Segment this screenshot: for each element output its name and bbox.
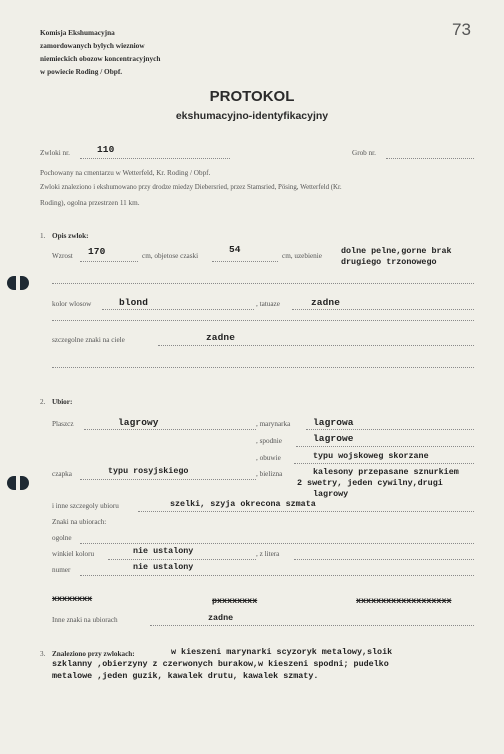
czaska-value: 54: [229, 244, 241, 255]
inne-znaki-value: zadne: [208, 613, 234, 623]
found-items-line-1: w kieszeni marynarki scyzoryk metalowy,sloik: [171, 647, 393, 657]
inne-znaki-label: Inne znaki na ubiorach: [52, 616, 118, 624]
plaszcz-label: Plaszcz: [52, 420, 74, 428]
document-title: PROTOKOL: [209, 88, 295, 105]
uzebienie-label: cm, uzebienie: [282, 252, 322, 260]
struck-text-2: pxxxxxxxx: [212, 596, 258, 606]
tatuaze-line: [292, 309, 474, 310]
inne-line: [138, 511, 474, 512]
obuwie-line: [294, 463, 474, 464]
opis-blank-line-3: [52, 367, 474, 368]
czaska-line: [212, 261, 278, 262]
zwloki-line: [80, 158, 230, 159]
page-number: 73: [452, 20, 471, 39]
znaki-label: szczegolne znaki na ciele: [52, 336, 125, 344]
znaki-ubiorach-label: Znaki na ubiorach:: [52, 518, 107, 526]
section2-number: 2.: [40, 398, 46, 406]
bielizna-value-1: kalesony przepasane sznurkiem: [313, 467, 459, 477]
bielizna-value-2: 2 swetry, jeden cywilny,drugi: [297, 478, 443, 488]
spodnie-value: lagrowe: [313, 433, 354, 444]
litera-line: [294, 559, 474, 560]
wzrost-label: Wzrost: [52, 252, 73, 260]
marynarka-label: , marynarka: [256, 420, 291, 428]
kolor-label: kolor wlosow: [52, 300, 92, 308]
header-line-3: niemieckich obozow koncentracyjnych: [40, 54, 161, 63]
struck-text-3: xxxxxxxxxxxxxxxxxxx: [356, 596, 452, 606]
struck-text-1: xxxxxxxx: [52, 594, 93, 604]
czapka-value: typu rosyjskiego: [108, 466, 189, 476]
numer-value: nie ustalony: [133, 562, 194, 572]
ogolne-line: [80, 543, 474, 544]
znaki-value: zadne: [206, 332, 236, 343]
binder-hole-top: [7, 276, 29, 290]
znaleziono-text-1: Zwloki znaleziono i ekshumowano przy drodze miedzy Diebersried, przez Stamsried, Pösing, Wetterfeld (Kr.: [40, 184, 342, 191]
pochowany-text: Pochowany na cmentarzu w Wetterfeld, Kr. Roding / Obpf.: [40, 169, 211, 177]
opis-blank-line-2: [52, 320, 474, 321]
winkiel-label: winkiel koloru: [52, 550, 95, 558]
plaszcz-value: lagrowy: [118, 417, 159, 428]
section1-heading: Opis zwlok:: [52, 232, 89, 240]
czaska-label: cm, objetose czaski: [142, 252, 199, 260]
numer-line: [80, 575, 474, 576]
grob-line: [386, 158, 474, 159]
opis-blank-line-1: [52, 283, 474, 284]
wzrost-value: 170: [88, 246, 106, 257]
winkiel-value: nie ustalony: [133, 546, 194, 556]
grob-label: Grob nr.: [352, 149, 376, 157]
tatuaze-value: zadne: [311, 297, 341, 308]
czapka-label: czapka: [52, 470, 72, 478]
wzrost-line: [80, 261, 138, 262]
section1-number: 1.: [40, 232, 46, 240]
header-line-4: w powiecie Roding / Obpf.: [40, 67, 123, 76]
kolor-line: [102, 309, 254, 310]
zwloki-label: Zwloki nr.: [40, 149, 70, 157]
section3-heading: Znaleziono przy zwlokach:: [52, 650, 135, 658]
kolor-value: blond: [119, 297, 149, 308]
found-items-line-3: metalowe ,jeden guzik, kawalek drutu, kawalek szmaty.: [52, 671, 319, 681]
uzebienie-value-1: dolne pelne,gorne brak: [341, 246, 452, 256]
found-items-line-2: szklanny ,obierzyny z czerwonych burakow,w kieszeni spodni; pudelko: [52, 659, 389, 669]
spodnie-line: [296, 446, 474, 447]
znaleziono-text-2: Roding), ogolna przestrzen 11 km.: [40, 199, 140, 207]
czapka-line: [80, 479, 256, 480]
marynarka-line: [306, 429, 474, 430]
inne-value: szelki, szyja okrecona szmata: [170, 499, 316, 509]
section3-number: 3.: [40, 650, 46, 658]
ogolne-label: ogolne: [52, 534, 72, 542]
numer-label: numer: [52, 566, 71, 574]
binder-hole-bottom: [7, 476, 29, 490]
zwloki-value: 110: [97, 144, 115, 155]
header-line-2: zamordowanych bylych wiezniow: [40, 41, 145, 50]
uzebienie-value-2: drugiego trzonowego: [341, 257, 437, 267]
znaki-line: [158, 345, 474, 346]
inne-label: i inne szczegoly ubioru: [52, 502, 119, 510]
bielizna-value-3: lagrowy: [313, 489, 349, 499]
winkiel-line: [108, 559, 256, 560]
document-subtitle: ekshumacyjno-identyfikacyjny: [175, 110, 329, 122]
marynarka-value: lagrowa: [313, 417, 354, 428]
inne-znaki-line: [150, 625, 474, 626]
header-line-1: Komisja Ekshumacyjna: [40, 28, 115, 37]
tatuaze-label: , tatuaze: [256, 300, 280, 308]
spodnie-label: , spodnie: [256, 437, 282, 445]
litera-label: , z litera: [256, 550, 280, 558]
bielizna-label: , bielizna: [256, 470, 283, 478]
section2-heading: Ubior:: [52, 398, 73, 406]
obuwie-label: , obuwie: [256, 454, 281, 462]
obuwie-value: typu wojskoweg skorzane: [313, 451, 429, 461]
plaszcz-line: [84, 429, 256, 430]
